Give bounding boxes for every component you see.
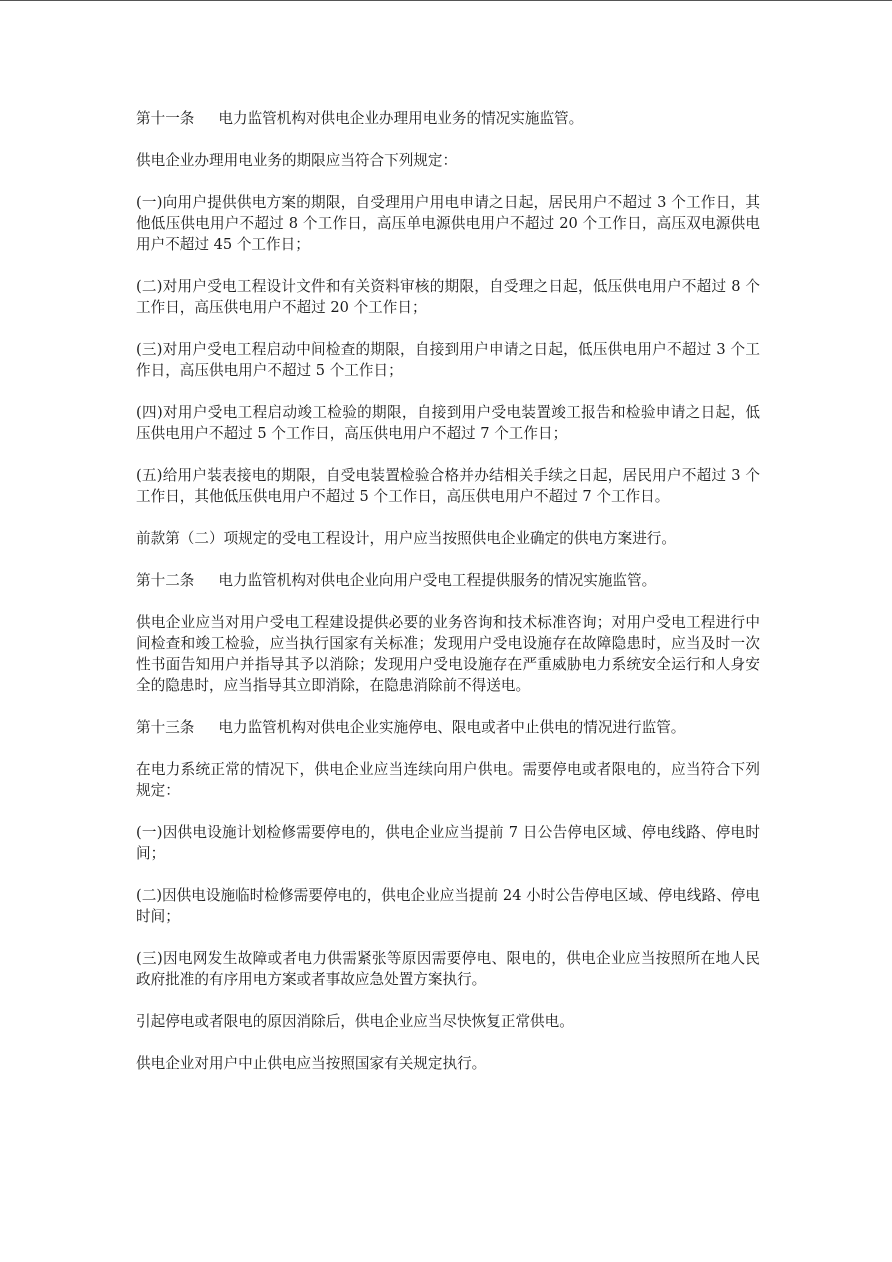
paragraph: 供电企业办理用电业务的期限应当符合下列规定：: [136, 152, 458, 169]
paragraph: (五)给用户装表接电的期限，自受电装置检验合格并办结相关手续之日起，居民用户不超过 3 个工作日，其他低压供电用户不超过 5 个工作日，高压供电用户不超过 7 个工作日。: [136, 467, 760, 505]
paragraph: 供电企业对用户中止供电应当按照国家有关规定执行。: [136, 1055, 487, 1072]
article-number: 第十一条: [136, 110, 195, 127]
article-heading-text: 电力监管机构对供电企业办理用电业务的情况实施监管。: [218, 110, 584, 127]
paragraph: (三)对用户受电工程启动中间检查的期限，自接到用户申请之日起，低压供电用户不超过 3 个工作日，高压供电用户不超过 5 个工作日；: [136, 341, 760, 379]
article-heading-text: 电力监管机构对供电企业实施停电、限电或者中止供电的情况进行监管。: [218, 719, 686, 736]
article-13: [136, 717, 760, 738]
paragraph: 前款第（二）项规定的受电工程设计，用户应当按照供电企业确定的供电方案进行。: [136, 530, 676, 547]
article-number: 第十三条: [136, 719, 195, 736]
top-border-line: [0, 0, 892, 1]
paragraph: (三)因电网发生故障或者电力供需紧张等原因需要停电、限电的，供电企业应当按照所在地人民政府批准的有序用电方案或者事故应急处置方案执行。: [136, 950, 760, 988]
article-11: [136, 108, 760, 129]
article-12: [136, 570, 760, 591]
paragraph: 引起停电或者限电的原因消除后，供电企业应当尽快恢复正常供电。: [136, 1013, 574, 1030]
paragraph: (一)向用户提供供电方案的期限，自受理用户用电申请之日起，居民用户不超过 3 个工作日，其他低压供电用户不超过 8 个工作日，高压单电源供电用户不超过 20 个工作日，高压双电源供电用户不超过 45 个工作日；: [136, 194, 760, 253]
paragraph: 供电企业应当对用户受电工程建设提供必要的业务咨询和技术标准咨询；对用户受电工程进行中间检查和竣工检验，应当执行国家有关标准；发现用户受电设施存在故障隐患时，应当及时一次性书面告知用户并指导其予以消除；发现用户受电设施存在严重威胁电力系统安全运行和人身安全的隐患时，应当指导其立即消除，在隐患消除前不得送电。: [136, 614, 760, 694]
document-page: [136, 108, 760, 1095]
paragraph: (二)因供电设施临时检修需要停电的，供电企业应当提前 24 小时公告停电区域、停电线路、停电时间；: [136, 887, 760, 925]
paragraph: (一)因供电设施计划检修需要停电的，供电企业应当提前 7 日公告停电区域、停电线路、停电时间；: [136, 824, 760, 862]
paragraph: 在电力系统正常的情况下，供电企业应当连续向用户供电。需要停电或者限电的，应当符合下列规定：: [136, 761, 760, 799]
article-heading-text: 电力监管机构对供电企业向用户受电工程提供服务的情况实施监管。: [218, 572, 657, 589]
paragraph: (二)对用户受电工程设计文件和有关资料审核的期限，自受理之日起，低压供电用户不超过 8 个工作日，高压供电用户不超过 20 个工作日；: [136, 278, 760, 316]
article-number: 第十二条: [136, 572, 195, 589]
paragraph: (四)对用户受电工程启动竣工检验的期限，自接到用户受电装置竣工报告和检验申请之日起，低压供电用户不超过 5 个工作日，高压供电用户不超过 7 个工作日；: [136, 404, 760, 442]
